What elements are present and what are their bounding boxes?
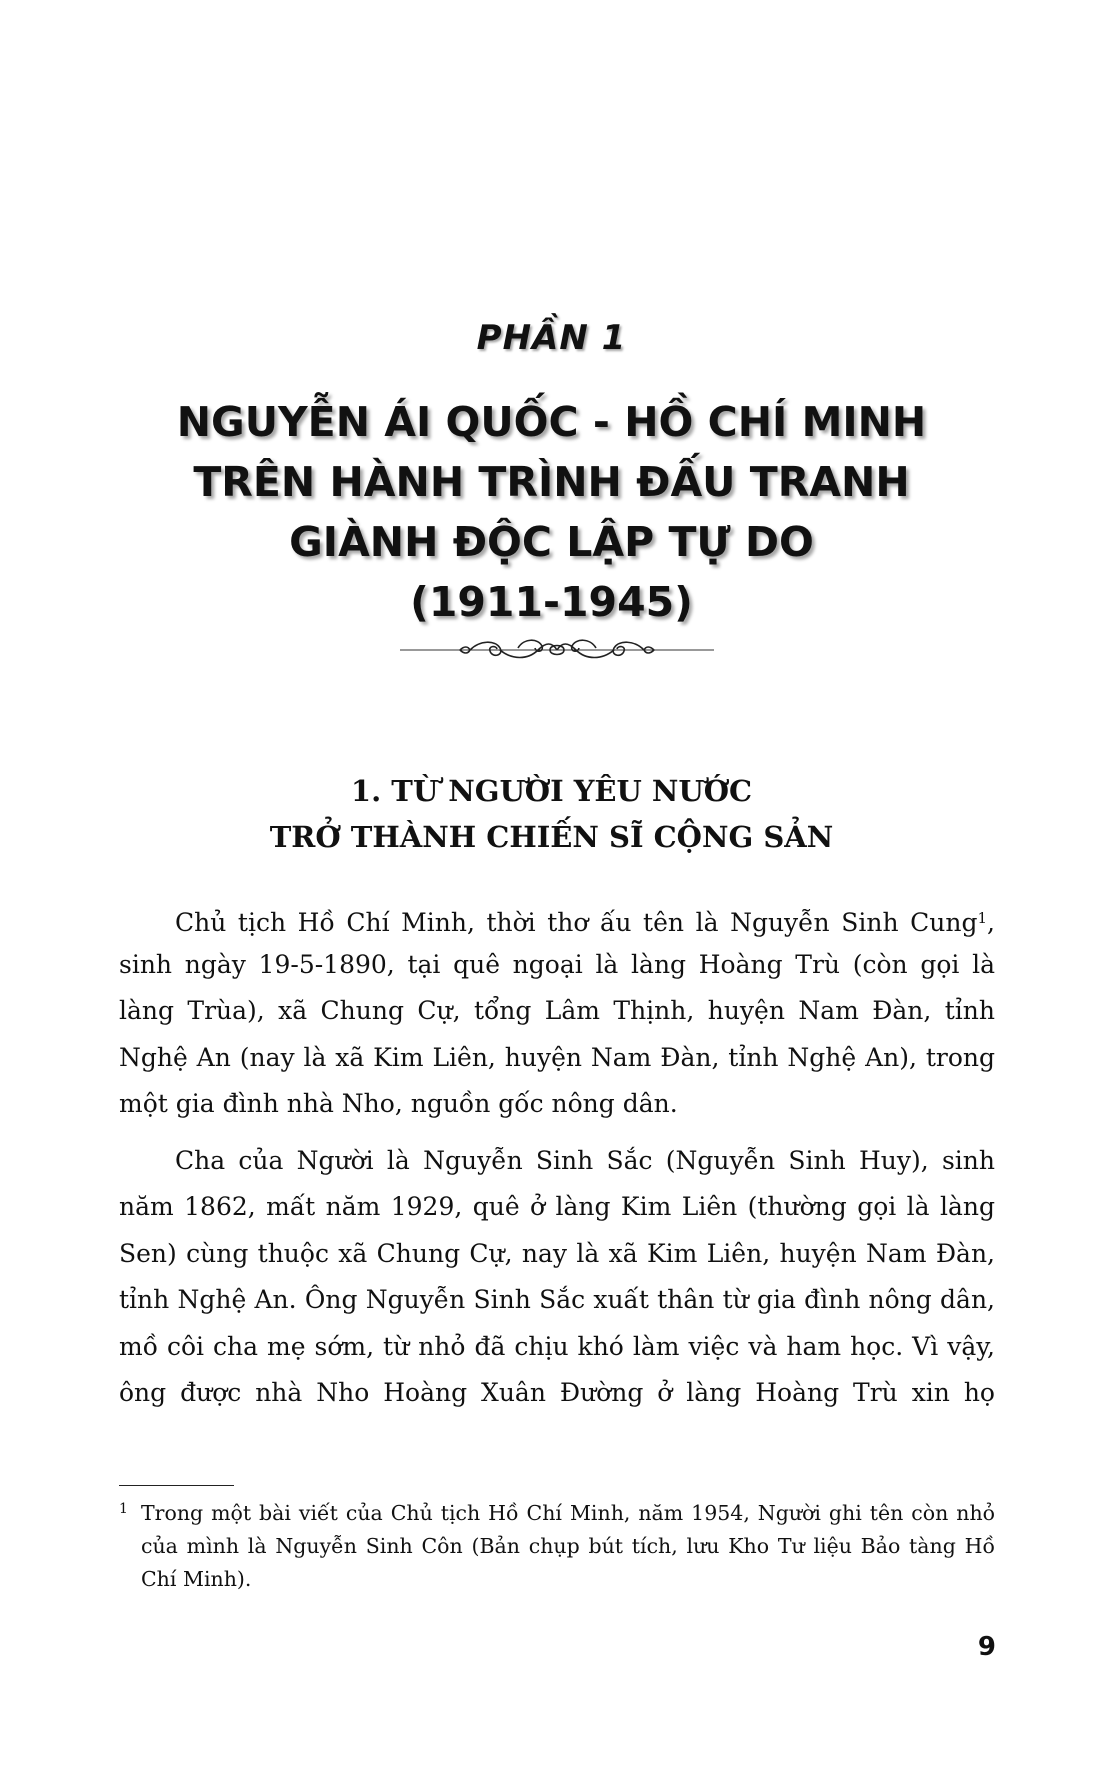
section-title-line: 1. TỪ NGƯỜI YÊU NƯỚC xyxy=(350,774,753,808)
page-number: 9 xyxy=(977,1632,996,1662)
footnote-line: của mình là Nguyễn Sinh Côn (Bản chụp bút tích, lưu Kho Tư liệu Bảo tàng Hồ xyxy=(141,1534,995,1558)
paragraph-line: Cha của Người là Nguyễn Sinh Sắc (Nguyễn Sinh Huy), sinh xyxy=(175,1145,995,1175)
part-title-line: (1911-1945) xyxy=(410,578,693,626)
paragraph-punctuation: , xyxy=(987,908,995,937)
paragraph-line: ông được nhà Nho Hoàng Xuân Đường ở làng Hoàng Trù xin họ xyxy=(119,1378,995,1407)
footnote-line: Trong một bài viết của Chủ tịch Hồ Chí Minh, năm 1954, Người ghi tên còn nhỏ xyxy=(141,1501,995,1525)
section-title-line: TRỞ THÀNH CHIẾN SĨ CỘNG SẢN xyxy=(269,820,834,854)
paragraph-line: tỉnh Nghệ An. Ông Nguyễn Sinh Sắc xuất thân từ gia đình nông dân, xyxy=(119,1285,995,1314)
part-label: PHẦN 1 xyxy=(476,318,627,358)
part-title-line: GIÀNH ĐỘC LẬP TỰ DO xyxy=(289,518,814,566)
paragraph-line: mồ côi cha mẹ sớm, từ nhỏ đã chịu khó làm việc và ham học. Vì vậy, xyxy=(119,1331,995,1361)
paragraph-text: Chủ tịch Hồ Chí Minh, thời thơ ấu tên là Nguyễn Sinh Cung xyxy=(175,908,978,937)
paragraph-line: năm 1862, mất năm 1929, quê ở làng Kim Liên (thường gọi là làng xyxy=(119,1192,995,1221)
paragraph-line: làng Trùa), xã Chung Cự, tổng Lâm Thịnh, huyện Nam Đàn, tỉnh xyxy=(119,996,995,1025)
paragraph-line xyxy=(119,895,995,942)
footnote-reference: 1 xyxy=(977,909,988,927)
part-title xyxy=(100,392,1003,632)
paragraph-line: Nghệ An (nay là xã Kim Liên, huyện Nam Đàn, tỉnh Nghệ An), trong xyxy=(119,1042,995,1072)
paragraph-line: sinh ngày 19-5-1890, tại quê ngoại là làng Hoàng Trù (còn gọi là xyxy=(119,949,995,979)
paragraph-line: một gia đình nhà Nho, nguồn gốc nông dân. xyxy=(119,1089,678,1118)
part-title-line: NGUYỄN ÁI QUỐC - HỒ CHÍ MINH xyxy=(176,398,927,446)
part-title-line: TRÊN HÀNH TRÌNH ĐẤU TRANH xyxy=(193,458,910,506)
footnote-divider xyxy=(119,1485,234,1486)
section-title xyxy=(120,768,983,860)
footnote-line: Chí Minh). xyxy=(141,1567,252,1591)
body-text xyxy=(119,895,995,1417)
footnote xyxy=(119,1497,995,1596)
paragraph-line: Sen) cùng thuộc xã Chung Cự, nay là xã Kim Liên, huyện Nam Đàn, xyxy=(119,1238,995,1268)
flourish-divider-icon xyxy=(400,636,714,664)
footnote-number: 1 xyxy=(119,1501,128,1517)
